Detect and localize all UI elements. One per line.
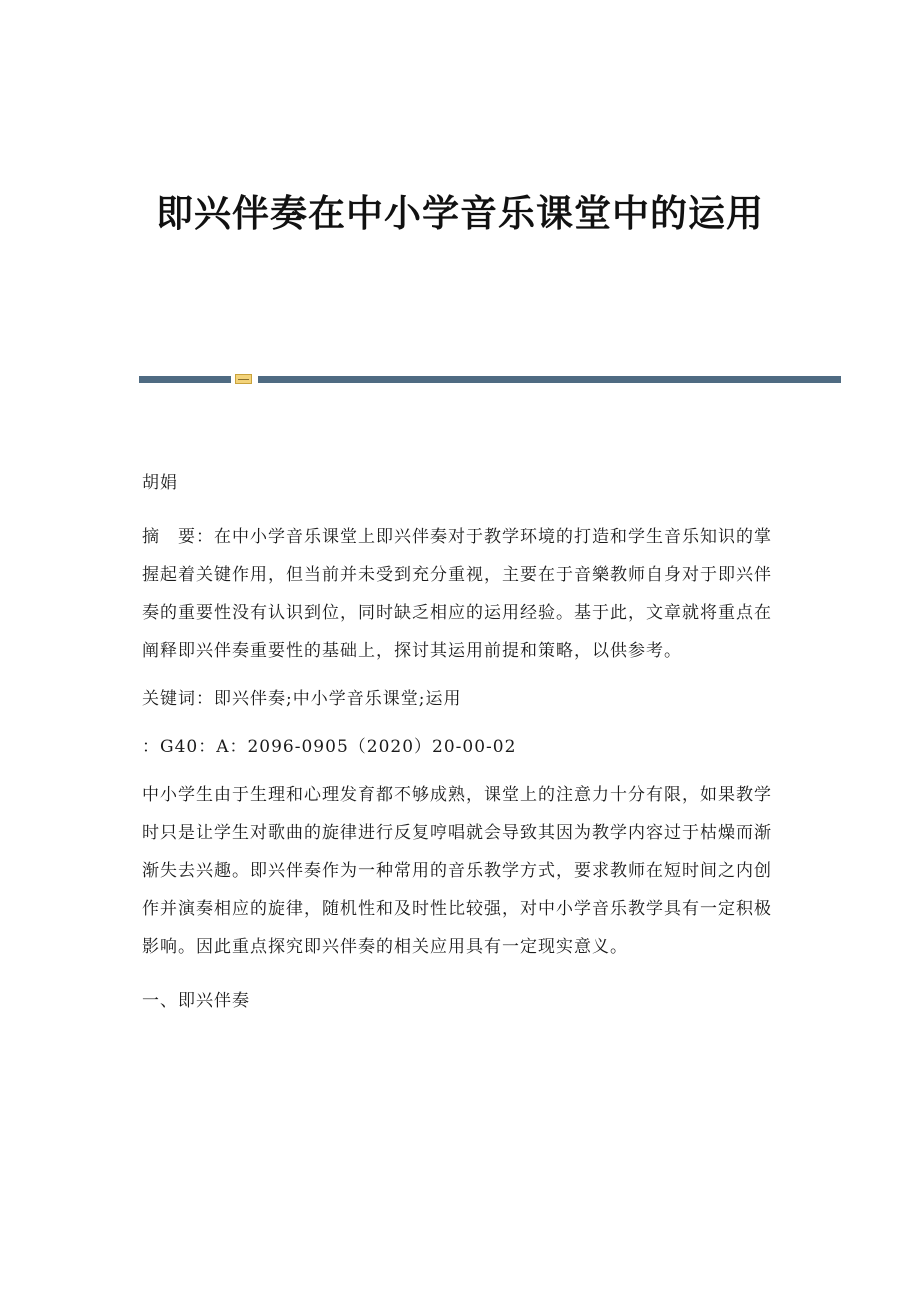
intro-paragraph: 中小学生由于生理和心理发育都不够成熟，课堂上的注意力十分有限，如果教学时只是让学生对歌曲的旋律进行反复哼唱就会导致其因为教学内容过于枯燥而渐渐失去兴趣。即兴伴奏作为一种常用的音乐教学方式，要求教师在短时间之内创作并演奏相应的旋律，随机性和及时性比较强，对中小学音乐教学具有一定积极影响。因此重点探究即兴伴奏的相关应用具有一定现实意义。 — [142, 785, 772, 957]
document-title: 即兴伴奏在中小学音乐课堂中的运用 — [156, 192, 764, 235]
classification-line: ：G40：A：2096-0905（2020）20-00-02 — [142, 737, 517, 757]
divider-bar-left — [139, 376, 231, 383]
keywords-line: 关键词：即兴伴奏;中小学音乐课堂;运用 — [142, 689, 462, 709]
divider-ornament — [235, 374, 252, 384]
author-name: 胡娟 — [142, 473, 178, 493]
divider-bar-right — [258, 376, 841, 383]
section-heading: 一、即兴伴奏 — [142, 991, 250, 1011]
document-body — [142, 464, 782, 1020]
title-divider — [139, 374, 841, 384]
abstract-paragraph: 摘 要：在中小学音乐课堂上即兴伴奏对于教学环境的打造和学生音乐知识的掌握起着关键作用，但当前并未受到充分重视，主要在于音樂教师自身对于即兴伴奏的重要性没有认识到位，同时缺乏相应的运用经验。基于此，文章就将重点在阐释即兴伴奏重要性的基础上，探讨其运用前提和策略，以供参考。 — [142, 527, 772, 661]
